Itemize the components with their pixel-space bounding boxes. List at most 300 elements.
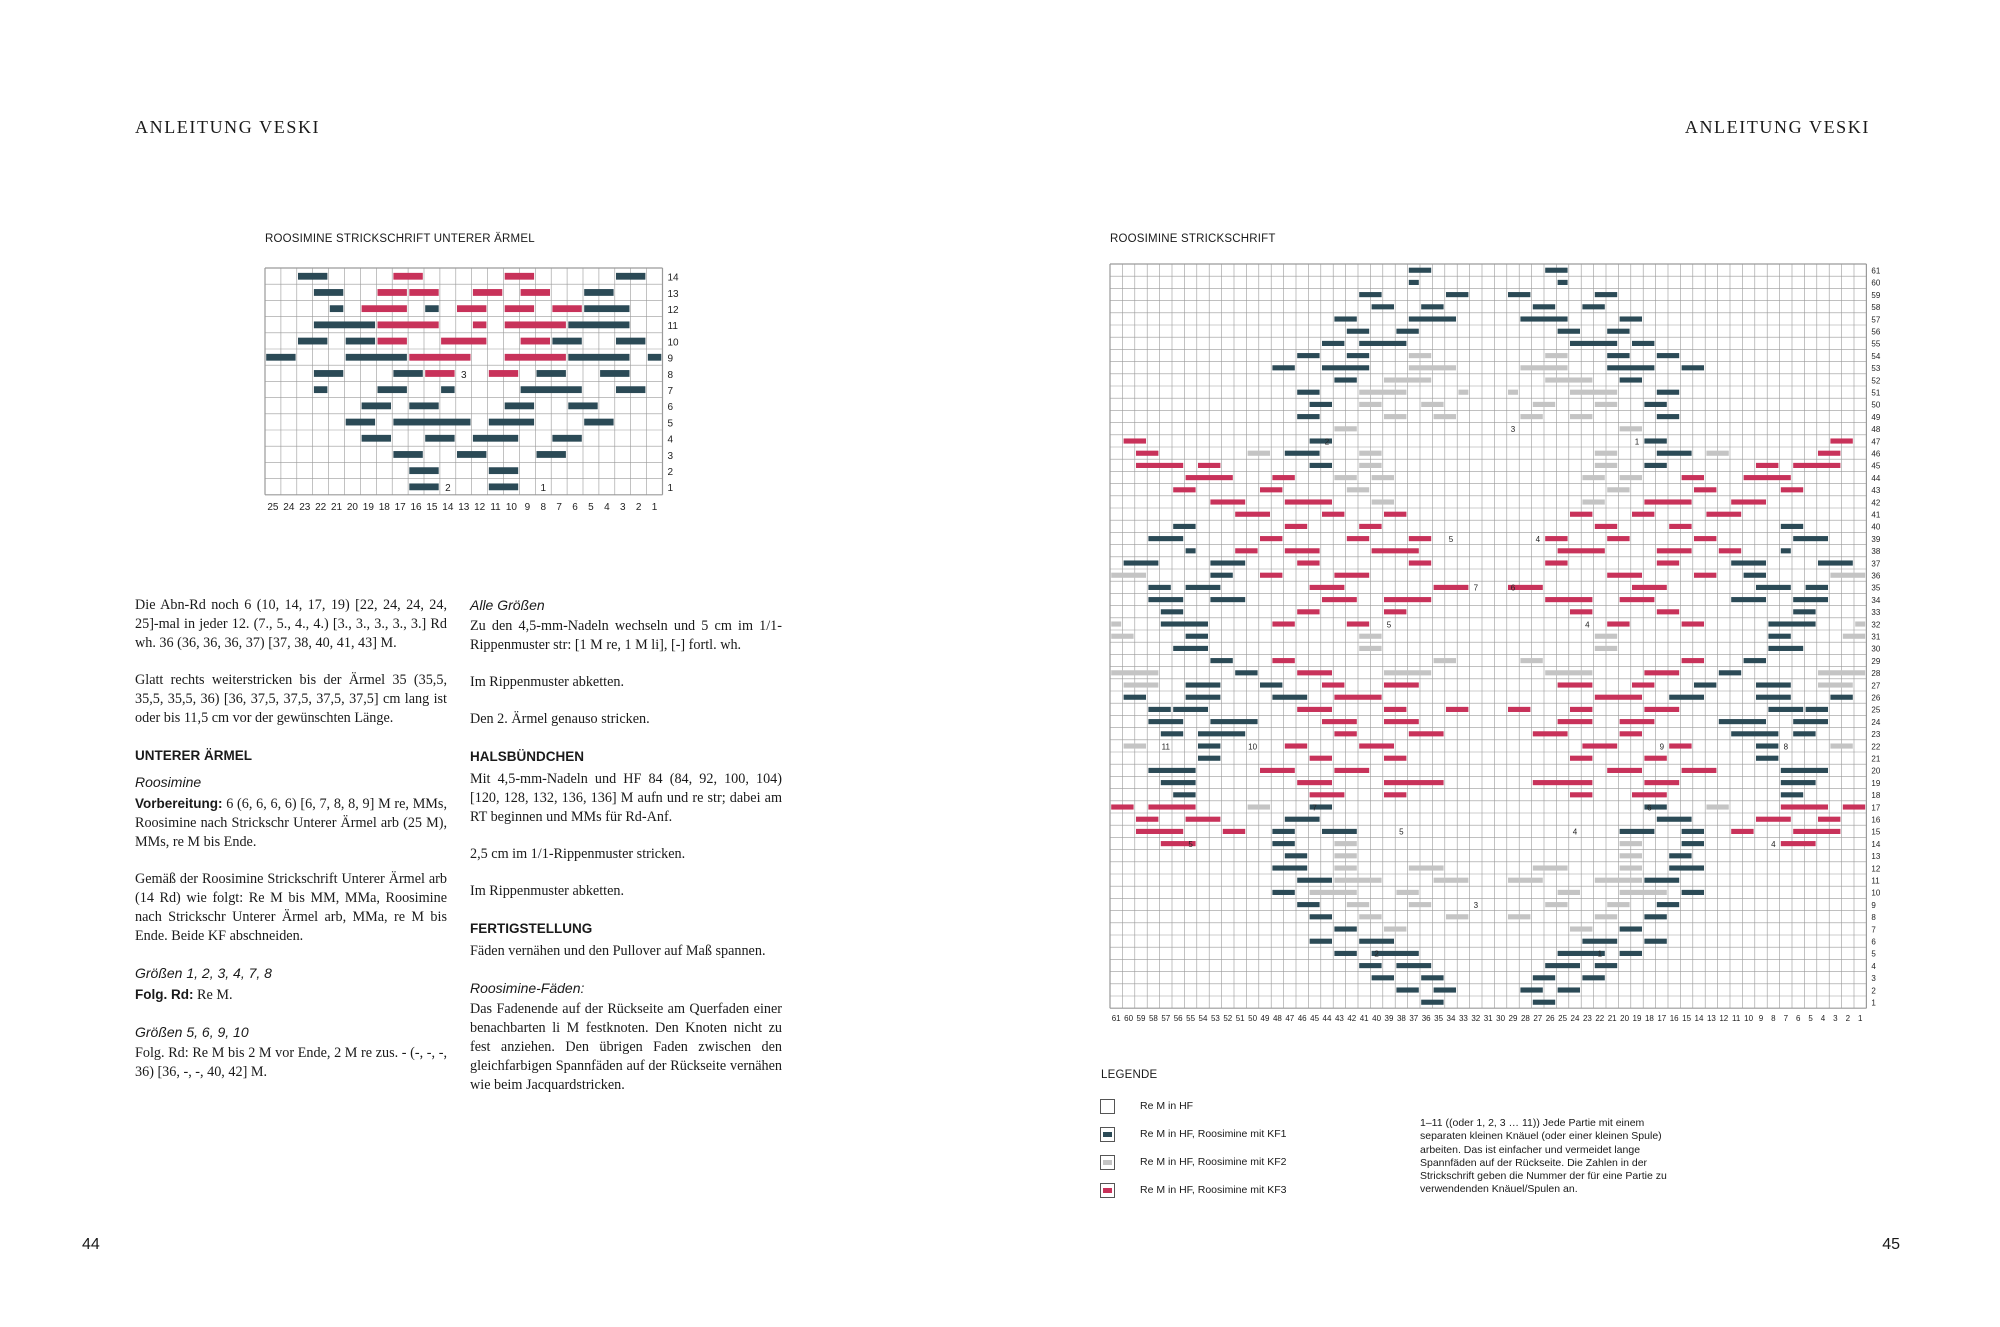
stitch-mark-kf3 <box>1533 731 1568 736</box>
stitch-mark-kf1 <box>346 338 375 345</box>
row-label: 14 <box>667 272 679 284</box>
column-label: 41 <box>1359 1014 1369 1024</box>
column-label: 1 <box>1857 1014 1863 1024</box>
stitch-mark-kf2 <box>1595 634 1617 639</box>
stitch-mark-kf1 <box>1359 963 1381 968</box>
row-label: 6 <box>1871 937 1876 947</box>
stitch-mark-kf1 <box>1657 353 1679 358</box>
column-label: 2 <box>1845 1014 1851 1024</box>
stitch-mark-kf1 <box>1607 353 1629 358</box>
stitch-mark-kf1 <box>1272 841 1294 846</box>
stitch-mark-kf2 <box>1595 878 1642 883</box>
stitch-mark-kf2 <box>1347 902 1369 907</box>
stitch-mark-kf2 <box>1334 841 1356 846</box>
column-label: 23 <box>1582 1014 1592 1024</box>
stitch-mark-kf2 <box>1706 451 1728 456</box>
row-label: 6 <box>667 402 674 414</box>
row-label: 21 <box>1871 754 1881 764</box>
stitch-mark-kf1 <box>1781 780 1816 785</box>
stitch-mark-kf1 <box>1682 365 1704 370</box>
stitch-mark-kf1 <box>1334 377 1356 382</box>
stitch-mark-kf1 <box>1359 939 1394 944</box>
column-label: 39 <box>1384 1014 1394 1024</box>
stitch-mark-kf1 <box>1669 865 1704 870</box>
stitch-mark-kf2 <box>1359 390 1406 395</box>
stitch-mark-kf2 <box>1111 573 1146 578</box>
row-label: 51 <box>1871 388 1881 398</box>
stitch-mark-kf3 <box>1644 756 1666 761</box>
stitch-mark-kf1 <box>616 338 645 345</box>
stitch-mark-kf1 <box>1148 768 1195 773</box>
stitch-mark-kf1 <box>1285 853 1307 858</box>
row-label: 54 <box>1871 351 1881 361</box>
row-label: 16 <box>1871 815 1881 825</box>
stitch-mark-kf1 <box>1793 609 1815 614</box>
stitch-mark-kf3 <box>1210 499 1245 504</box>
column-label: 21 <box>1607 1014 1617 1024</box>
stitch-mark-kf1 <box>1446 292 1468 297</box>
row-label: 13 <box>667 288 679 300</box>
stitch-mark-kf1 <box>1768 634 1790 639</box>
chart-annotation: 5 <box>1448 534 1454 544</box>
stitch-mark-kf1 <box>1297 902 1319 907</box>
chart-annotation: 8 <box>1783 742 1789 752</box>
stitch-mark-kf1 <box>1310 939 1332 944</box>
stitch-mark-kf3 <box>1620 731 1642 736</box>
stitch-mark-kf3 <box>1310 585 1345 590</box>
stitch-mark-kf3 <box>1384 756 1406 761</box>
column-label: 1 <box>651 501 658 513</box>
stitch-mark-kf3 <box>1781 487 1803 492</box>
stitch-mark-kf2 <box>1384 926 1406 931</box>
legend <box>1100 1095 1286 1201</box>
row-label: 59 <box>1871 290 1881 300</box>
stitch-mark-kf1 <box>1607 329 1629 334</box>
stitch-mark-kf1 <box>1781 524 1803 529</box>
row-label: 35 <box>1871 583 1881 593</box>
stitch-mark-kf2 <box>1533 402 1555 407</box>
stitch-mark-kf3 <box>552 305 581 312</box>
row-label: 46 <box>1871 449 1881 459</box>
stitch-mark-kf1 <box>1372 975 1394 980</box>
stitch-mark-kf1 <box>1793 731 1815 736</box>
stitch-mark-kf1 <box>1186 695 1221 700</box>
stitch-mark-kf1 <box>1533 1000 1555 1005</box>
stitch-mark-kf1 <box>1409 268 1431 273</box>
stitch-mark-kf3 <box>1384 707 1406 712</box>
stitch-mark-kf1 <box>1235 670 1257 675</box>
stitch-mark-kf3 <box>1644 499 1691 504</box>
stitch-mark-kf3 <box>1818 817 1840 822</box>
row-label: 5 <box>667 418 674 430</box>
small-knitting-chart <box>255 266 705 520</box>
stitch-mark-kf1 <box>314 289 343 296</box>
stitch-mark-kf2 <box>1843 634 1865 639</box>
stitch-mark-kf2 <box>1334 426 1356 431</box>
stitch-mark-kf3 <box>1136 451 1158 456</box>
column-label: 7 <box>556 501 562 513</box>
stitch-mark-kf1 <box>1644 402 1666 407</box>
row-label: 34 <box>1871 595 1881 605</box>
row-label: 2 <box>1871 986 1876 996</box>
stitch-mark-kf2 <box>1334 853 1356 858</box>
column-label: 24 <box>1570 1014 1580 1024</box>
stitch-mark-kf3 <box>1334 695 1381 700</box>
row-label: 18 <box>1871 791 1881 801</box>
chart-annotation: 5 <box>1188 839 1193 849</box>
stitch-mark-kf1 <box>1558 987 1580 992</box>
stitch-mark-kf2 <box>1111 670 1158 675</box>
stitch-mark-kf3 <box>473 321 487 328</box>
stitch-mark-kf1 <box>473 435 518 442</box>
column-label: 25 <box>267 501 279 513</box>
stitch-mark-kf1 <box>1334 316 1356 321</box>
paragraph <box>135 985 447 1005</box>
column-label: 49 <box>1260 1014 1270 1024</box>
stitch-mark-kf3 <box>1272 475 1294 480</box>
column-label: 29 <box>1508 1014 1518 1024</box>
right-text-column <box>470 596 782 1113</box>
stitch-mark-kf3 <box>1235 512 1270 517</box>
column-label: 6 <box>1795 1014 1801 1024</box>
stitch-mark-kf3 <box>1620 597 1655 602</box>
row-label: 10 <box>1871 888 1881 898</box>
stitch-mark-kf1 <box>568 402 597 409</box>
stitch-mark-kf3 <box>1533 780 1593 785</box>
row-label: 11 <box>1871 876 1880 886</box>
stitch-mark-kf1 <box>1595 963 1617 968</box>
stitch-mark-kf3 <box>1830 438 1852 443</box>
stitch-mark-kf3 <box>1781 804 1828 809</box>
paragraph: Fäden vernähen und den Pullover auf Maß spannen. <box>470 943 766 959</box>
right-page-number: 45 <box>1882 1236 1900 1253</box>
stitch-mark-kf1 <box>537 451 566 458</box>
stitch-mark-kf3 <box>1272 621 1294 626</box>
stitch-mark-kf1 <box>1359 341 1406 346</box>
stitch-mark-kf1 <box>1620 951 1642 956</box>
stitch-mark-kf1 <box>1806 707 1828 712</box>
stitch-mark-kf1 <box>1644 878 1679 883</box>
stitch-mark-kf3 <box>1558 719 1593 724</box>
column-label: 17 <box>1657 1014 1667 1024</box>
stitch-mark-kf1 <box>489 467 518 474</box>
stitch-mark-kf1 <box>1508 292 1530 297</box>
stitch-mark-kf2 <box>1620 475 1642 480</box>
stitch-mark-kf3 <box>1334 768 1369 773</box>
column-label: 8 <box>540 501 547 513</box>
row-label: 37 <box>1871 559 1881 569</box>
column-label: 3 <box>1833 1014 1838 1024</box>
stitch-mark-kf1 <box>1310 914 1332 919</box>
stitch-mark-kf3 <box>1359 524 1381 529</box>
stitch-mark-kf1 <box>1644 914 1666 919</box>
row-label: 40 <box>1871 522 1881 532</box>
stitch-mark-kf3 <box>1322 682 1344 687</box>
paragraph: Die Abn-Rd noch 6 (10, 14, 17, 19) [22, 24, 24, 24, 25]-mal in jeder 12. (7., 5., 4., 4.) [3., 3., 3., 3., 3.] Rd wh. 36 (36, 36, 36, 37) [37, 38, 40, 41, 43] M. <box>135 597 447 651</box>
subheading: Roosimine <box>135 774 202 790</box>
stitch-mark-kf2 <box>1359 646 1381 651</box>
stitch-mark-kf1 <box>1372 304 1394 309</box>
stitch-mark-kf1 <box>1334 951 1356 956</box>
stitch-mark-kf3 <box>1359 743 1394 748</box>
row-label: 20 <box>1871 766 1881 776</box>
stitch-mark-kf1 <box>1148 707 1170 712</box>
stitch-mark-kf2 <box>1533 865 1568 870</box>
stitch-mark-kf3 <box>1434 585 1469 590</box>
column-label: 10 <box>505 501 518 513</box>
legend-label: Re M in HF <box>1140 1100 1194 1112</box>
row-label: 8 <box>1871 913 1876 923</box>
stitch-mark-kf2 <box>1111 634 1133 639</box>
stitch-mark-kf3 <box>1297 707 1332 712</box>
stitch-mark-kf2 <box>1384 414 1406 419</box>
stitch-mark-kf2 <box>1409 353 1431 358</box>
stitch-mark-kf1 <box>1409 316 1456 321</box>
stitch-mark-kf3 <box>1260 768 1295 773</box>
stitch-mark-kf1 <box>1768 621 1815 626</box>
stitch-mark-kf3 <box>1793 829 1840 834</box>
row-label: 32 <box>1871 620 1881 630</box>
stitch-mark-kf1 <box>1756 585 1791 590</box>
stitch-mark-kf3 <box>1186 475 1233 480</box>
stitch-mark-kf2 <box>1855 621 1865 626</box>
stitch-mark-kf1 <box>1334 926 1356 931</box>
stitch-mark-kf1 <box>1396 329 1418 334</box>
column-label: 57 <box>1161 1014 1171 1024</box>
chart-annotation: 1 <box>1634 437 1640 447</box>
stitch-mark-kf2 <box>1582 475 1604 480</box>
stitch-mark-kf3 <box>409 354 470 361</box>
stitch-mark-kf3 <box>457 305 486 312</box>
stitch-mark-kf1 <box>1347 329 1369 334</box>
stitch-mark-kf2 <box>1595 463 1617 468</box>
stitch-mark-kf3 <box>1744 475 1791 480</box>
stitch-mark-kf3 <box>1570 707 1592 712</box>
paragraph: Gemäß der Roosimine Strickschrift Unterer Ärmel arb (14 Rd) wie folgt: Re M bis MM, MMa, Roosimine nach Strickschr Unterer Ärmel arb, MMa, re M bis Ende. Beide KF abschneiden. <box>135 871 447 944</box>
row-label: 47 <box>1871 437 1881 447</box>
stitch-mark-kf3 <box>1644 670 1679 675</box>
stitch-mark-kf1 <box>1272 890 1294 895</box>
stitch-mark-kf2 <box>1545 377 1592 382</box>
stitch-mark-kf1 <box>1533 304 1555 309</box>
stitch-mark-kf1 <box>584 289 613 296</box>
chart-annotation: 7 <box>1312 803 1317 813</box>
stitch-mark-kf1 <box>521 386 582 393</box>
column-label: 16 <box>410 501 422 513</box>
stitch-mark-kf3 <box>505 305 534 312</box>
stitch-mark-kf1 <box>584 419 613 426</box>
stitch-mark-kf3 <box>521 289 550 296</box>
stitch-mark-kf1 <box>425 435 454 442</box>
stitch-mark-kf2 <box>1359 451 1381 456</box>
column-label: 45 <box>1310 1014 1320 1024</box>
small-chart-caption: ROOSIMINE STRICKSCHRIFT UNTERER ÄRMEL <box>265 233 535 245</box>
row-label: 3 <box>667 450 674 462</box>
stitch-mark-kf2 <box>1248 451 1270 456</box>
row-label: 43 <box>1871 486 1881 496</box>
stitch-mark-kf3 <box>1384 597 1431 602</box>
column-label: 24 <box>283 501 295 513</box>
stitch-mark-kf2 <box>1620 890 1667 895</box>
column-label: 18 <box>1644 1014 1654 1024</box>
stitch-mark-kf1 <box>1285 817 1320 822</box>
column-label: 42 <box>1347 1014 1357 1024</box>
paragraph: Zu den 4,5-mm-Nadeln wechseln und 5 cm im 1/1-Rippenmuster str: [1 M re, 1 M li], [-] fortl. wh. <box>470 618 782 653</box>
stitch-mark-kf2 <box>1409 365 1456 370</box>
stitch-mark-kf2 <box>1359 914 1381 919</box>
left-page-number: 44 <box>82 1236 100 1253</box>
column-label: 54 <box>1198 1014 1208 1024</box>
stitch-mark-kf1 <box>1731 597 1766 602</box>
stitch-mark-kf3 <box>1570 609 1592 614</box>
row-label: 8 <box>667 369 674 381</box>
stitch-mark-kf1 <box>1731 560 1766 565</box>
section-heading: UNTERER ÄRMEL <box>135 748 252 763</box>
stitch-mark-kf1 <box>1793 536 1828 541</box>
column-label: 13 <box>458 501 470 513</box>
row-label: 9 <box>667 353 674 365</box>
stitch-mark-kf3 <box>505 273 534 280</box>
stitch-mark-kf1 <box>362 402 391 409</box>
stitch-mark-kf1 <box>1719 670 1741 675</box>
column-label: 59 <box>1136 1014 1146 1024</box>
stitch-mark-kf2 <box>1359 402 1381 407</box>
stitch-mark-kf1 <box>1558 329 1580 334</box>
stitch-mark-kf3 <box>1669 743 1691 748</box>
legend-item <box>1100 1179 1286 1201</box>
column-label: 6 <box>572 501 578 513</box>
stitch-mark-kf2 <box>1111 621 1121 626</box>
stitch-mark-kf1 <box>1657 451 1692 456</box>
row-label: 31 <box>1871 632 1881 642</box>
stitch-mark-kf2 <box>1595 646 1617 651</box>
stitch-mark-kf3 <box>409 289 438 296</box>
row-label: 26 <box>1871 693 1881 703</box>
stitch-mark-kf3 <box>1682 475 1704 480</box>
row-label: 39 <box>1871 534 1881 544</box>
stitch-mark-kf3 <box>1322 512 1344 517</box>
stitch-mark-kf3 <box>1409 731 1444 736</box>
stitch-mark-kf3 <box>1260 536 1282 541</box>
stitch-mark-kf1 <box>600 370 629 377</box>
stitch-mark-kf1 <box>346 419 375 426</box>
stitch-mark-kf1 <box>362 435 391 442</box>
stitch-mark-kf1 <box>330 305 344 312</box>
column-label: 15 <box>1682 1014 1692 1024</box>
stitch-mark-kf3 <box>1756 463 1778 468</box>
stitch-mark-kf1 <box>1297 390 1319 395</box>
stitch-mark-kf3 <box>1558 682 1593 687</box>
stitch-mark-kf1 <box>1210 597 1245 602</box>
stitch-mark-kf3 <box>1694 536 1716 541</box>
stitch-mark-kf2 <box>1421 402 1443 407</box>
stitch-mark-kf3 <box>1297 670 1332 675</box>
chart-annotation: 1 <box>1597 949 1603 959</box>
column-label: 13 <box>1706 1014 1716 1024</box>
stitch-mark-kf1 <box>1421 1000 1443 1005</box>
stitch-mark-kf1 <box>1731 731 1778 736</box>
stitch-mark-kf1 <box>1148 719 1183 724</box>
stitch-mark-kf1 <box>1322 341 1344 346</box>
left-page-header: ANLEITUNG VESKI <box>135 117 321 137</box>
stitch-mark-kf1 <box>1793 597 1828 602</box>
column-label: 61 <box>1111 1014 1121 1024</box>
stitch-mark-kf1 <box>393 451 422 458</box>
legend-label: Re M in HF, Roosimine mit KF1 <box>1140 1128 1287 1140</box>
stitch-mark-kf1 <box>1620 829 1655 834</box>
stitch-mark-kf1 <box>378 386 407 393</box>
column-label: 20 <box>1620 1014 1630 1024</box>
chart-annotation: 3 <box>1473 900 1479 910</box>
column-label: 21 <box>330 501 343 513</box>
stitch-mark-kf3 <box>1136 463 1183 468</box>
subheading: Alle Größen <box>470 597 545 613</box>
right-page-header: ANLEITUNG VESKI <box>1684 117 1870 137</box>
paragraph <box>135 794 447 852</box>
stitch-mark-kf1 <box>1409 280 1419 285</box>
stitch-mark-kf2 <box>1818 670 1865 675</box>
stitch-mark-kf3 <box>1731 499 1766 504</box>
stitch-mark-kf3 <box>1384 719 1419 724</box>
column-label: 22 <box>1595 1014 1605 1024</box>
row-label: 14 <box>1871 839 1881 849</box>
stitch-mark-kf2 <box>1434 414 1456 419</box>
stitch-mark-kf1 <box>1210 560 1245 565</box>
stitch-mark-kf3 <box>1570 512 1592 517</box>
stitch-mark-kf3 <box>1595 524 1617 529</box>
stitch-mark-kf3 <box>1657 548 1692 553</box>
stitch-mark-kf3 <box>1372 548 1419 553</box>
stitch-mark-kf3 <box>1235 548 1257 553</box>
stitch-mark-kf3 <box>1111 804 1133 809</box>
stitch-mark-kf1 <box>1434 987 1456 992</box>
stitch-mark-kf3 <box>1322 597 1357 602</box>
stitch-mark-kf3 <box>1620 719 1655 724</box>
paragraph: Im Rippenmuster abketten. <box>470 883 625 899</box>
column-label: 28 <box>1520 1014 1530 1024</box>
stitch-mark-kf3 <box>1198 463 1220 468</box>
stitch-mark-kf1 <box>1657 817 1692 822</box>
column-label: 56 <box>1173 1014 1183 1024</box>
stitch-mark-kf3 <box>393 273 422 280</box>
legend-swatch-empty <box>1100 1099 1115 1114</box>
chart-annotation: 4 <box>1771 839 1776 849</box>
row-label: 60 <box>1871 278 1881 288</box>
legend-label: Re M in HF, Roosimine mit KF3 <box>1140 1184 1287 1196</box>
row-label: 10 <box>667 337 679 349</box>
stitch-mark-kf1 <box>1570 341 1617 346</box>
column-label: 48 <box>1272 1014 1282 1024</box>
stitch-mark-kf2 <box>1446 914 1468 919</box>
stitch-mark-kf3 <box>1582 743 1617 748</box>
stitch-mark-kf1 <box>1272 865 1307 870</box>
stitch-mark-kf1 <box>1173 707 1208 712</box>
stitch-mark-kf3 <box>1793 463 1840 468</box>
row-label: 41 <box>1871 510 1881 520</box>
stitch-mark-kf3 <box>1297 780 1332 785</box>
row-label: 48 <box>1871 425 1881 435</box>
chart-grid <box>265 268 663 495</box>
row-label: 44 <box>1871 473 1881 483</box>
stitch-mark-kf1 <box>1582 975 1604 980</box>
chart-annotation: 3 <box>460 369 467 381</box>
stitch-mark-kf2 <box>1508 390 1518 395</box>
stitch-mark-kf1 <box>1260 682 1282 687</box>
stitch-mark-kf1 <box>314 386 328 393</box>
stitch-mark-kf1 <box>552 338 581 345</box>
chart-annotation: 7 <box>1473 583 1479 593</box>
subheading: Roosimine-Fäden: <box>470 980 585 996</box>
